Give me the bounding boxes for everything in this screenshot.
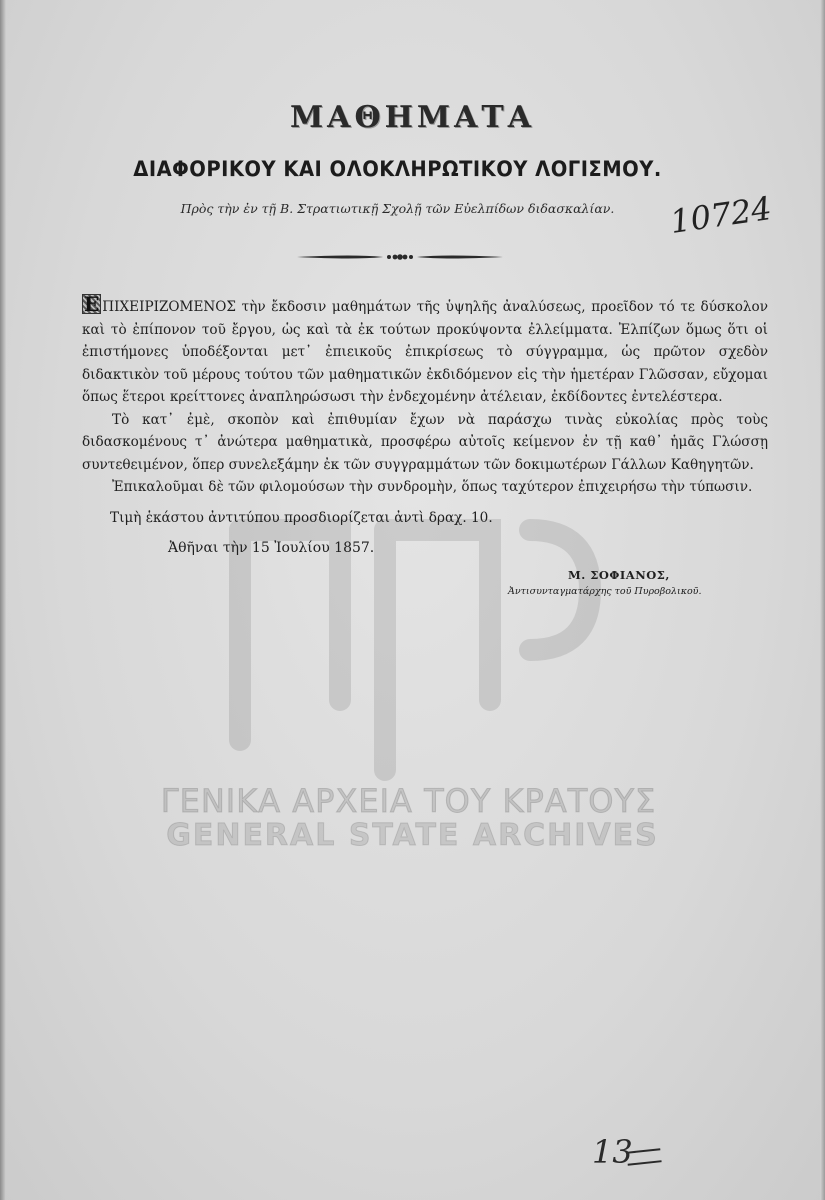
place-and-date: Ἀθῆναι τὴν 15 Ἰουλίου 1857. xyxy=(168,540,375,556)
paragraph-purpose: Τὸ κατ᾽ ἐμὲ, σκοπὸν καὶ ἐπιθυμίαν ἔχων νὰ παράσχω τινὰς εὐκολίας πρὸς τοὺς διδασκομένους τ᾽ ἀνώτερα μαθηματικὰ, προσφέρω αὐτοῖς κείμενον ἐν τῇ καθ᾽ ἡμᾶς Γλώσσῃ συντεθειμένον, ὅπερ συνελεξάμην ἐκ τῶν συγγραμμάτων τῶν δοκιμωτέρων Γάλλων Καθηγητῶν. xyxy=(82,411,768,473)
announcement-body xyxy=(82,294,768,499)
paragraph-appeal: Ἐπικαλοῦμαι δὲ τῶν φιλομούσων τὴν συνδρομὴν, ὅπως ταχύτερον ἐπιχειρήσω τὴν τύπωσιν. xyxy=(112,479,753,495)
handwritten-reference-number: 10724 xyxy=(667,189,774,241)
decorative-initial: Ε xyxy=(84,292,100,316)
signature-name: Μ. ΣΟΦΙΑΝΟΣ, xyxy=(568,568,670,582)
price-line: Τιμὴ ἑκάστου ἀντιτύπου προσδιορίζεται ἀντὶ δραχ. 10. xyxy=(110,510,493,526)
signature-title: Ἀντισυνταγματάρχης τοῦ Πυροβολικοῦ. xyxy=(508,586,702,597)
paragraph-intro xyxy=(82,294,768,409)
paragraph-intro-text: τὴν ἔκδοσιν μαθημάτων τῆς ὑψηλῆς ἀναλύσεως, προεῖδον τό τε δύσκολον καὶ τὸ ἐπίπονον τοῦ ἔργου, ὡς καὶ τὰ ἐκ τούτων προκύψοντα ἐλλείμματα. Ἐλπίζων ὅμως ὅτι οἱ ἐπιστήμονες ὑποδέξονται μετ᾽ ἐπιεικοῦς ἐπικρίσεως τὸ σύγγραμμα, ὡς πρῶτον σχεδὸν διδακτικὸν τοῦ μέρους τούτου τῶν μαθηματικῶν ἐκδιδόμενον εἰς τὴν ἡμετέραν Γλῶσσαν, εὔχομαι ὅπως ἕτεροι κρείττονες ἀναπληρώσωσι τὴν ἐνδεχομένην ἀτέλειαν, ἐκδίδοντες ἐντελέστερα. xyxy=(82,299,768,405)
ornamental-divider xyxy=(295,250,505,264)
watermark-text-greek: ΓΕΝΙΚΑ ΑΡΧΕΙΑ ΤΟΥ ΚΡΑΤΟΥΣ xyxy=(160,782,657,820)
watermark-text-english: GENERAL STATE ARCHIVES xyxy=(166,818,659,853)
page-number-mark xyxy=(626,1148,661,1165)
handwritten-page-number: 13 xyxy=(592,1133,633,1171)
paragraph-intro-lead: ΠΙΧΕΙΡΙΖΟΜΕΝΟΣ xyxy=(102,299,237,315)
page-right-edge xyxy=(820,0,825,1200)
dedication-line: Πρὸς τὴν ἐν τῇ Β. Στρατιωτικῇ Σχολῇ τῶν Εὐελπίδων διδασκαλίαν. xyxy=(180,201,615,216)
document-title: ΜΑΘΗΜΑΤΑ xyxy=(289,100,536,135)
document-subtitle: ΔΙΑΦΟΡΙΚΟΥ ΚΑΙ ΟΛΟΚΛΗΡΩΤΙΚΟΥ ΛΟΓΙΣΜΟΥ. xyxy=(133,157,662,181)
page-left-edge xyxy=(0,0,6,1200)
